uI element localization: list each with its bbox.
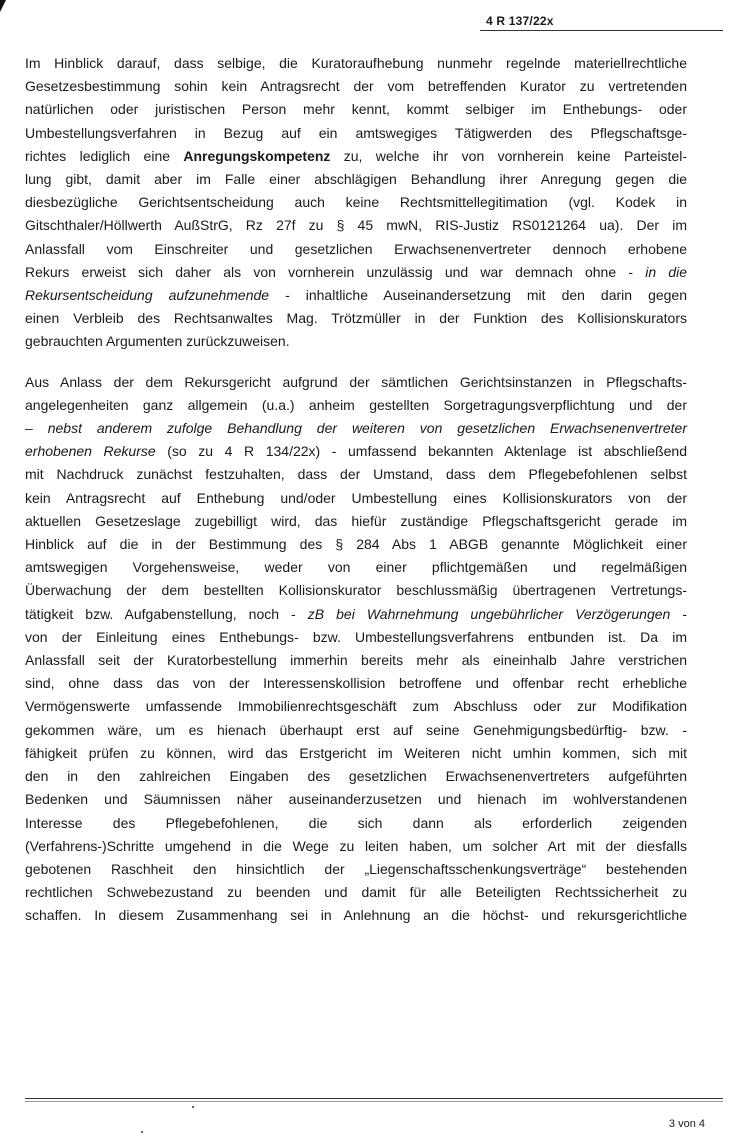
text-run: - <box>670 605 688 622</box>
text-line: (Verfahrens-)Schritte umgehend in die Wege zu leiten haben, um solcher Art mit der diesfalls <box>25 837 687 854</box>
text-line: amtswegigen Vorgehensweise, weder von einer pflichtgemäßen und regelmäßigen <box>25 559 687 576</box>
text-line: einen Verbleib des Rechtsanwaltes Mag. Trötzmüller in der Funktion des Kollisionskurators <box>25 310 687 327</box>
document-body <box>25 52 687 928</box>
bold-term: Anregungskompetenz <box>183 147 331 164</box>
italic-run: erhobenen Rekurse <box>25 443 156 460</box>
text-line: Gesetzesbestimmung sohin kein Antragsrecht der vom betreffenden Kurator zu vertretenden <box>25 78 687 95</box>
text-line: Gitschthaler/Höllwerth AußStrG, Rz 27f zu § 45 mwN, RIS-Justiz RS0121264 ua). Der im <box>25 217 687 234</box>
text-line <box>25 261 687 284</box>
text-line: den in den zahlreichen Eingaben des gesetzlichen Erwachsenenvertreters aufgeführten <box>25 768 687 785</box>
text-line <box>25 284 687 307</box>
text-line: Überwachung der dem bestellten Kollisionskurator beschlussmäßig übertragenen Vertretungs- <box>25 582 687 599</box>
text-line: Interesse des Pflegebefohlenen, die sich dann als erforderlich zeigenden <box>25 814 687 831</box>
text-line: Aus Anlass der dem Rekursgericht aufgrund der sämtlichen Gerichtsinstanzen in Pflegschafts- <box>25 373 687 390</box>
case-reference: 4 R 137/22x <box>486 14 554 28</box>
text-line: Hinblick auf die in der Bestimmung des § 284 Abs 1 ABGB genannte Möglichkeit einer <box>25 536 687 553</box>
text-line: gebotenen Raschheit den hinsichtlich der „Liegenschaftsschenkungsverträge“ bestehenden <box>25 860 687 877</box>
text-line <box>25 440 687 463</box>
text-line: fähigkeit prüfen zu können, wird das Erstgericht im Weiteren nicht umhin kommen, sich mit <box>25 744 687 761</box>
text-line: gekommen wäre, um es hienach überhaupt erst auf seine Genehmigungsbedürftig- bzw. - <box>25 721 687 738</box>
text-line <box>25 145 687 168</box>
text-run: Rekurs erweist sich daher als von vornherein unzulässig und war demnach ohne - <box>25 263 646 280</box>
page-number: 3 von 4 <box>668 1118 705 1130</box>
text-line: aktuellen Gesetzeslage zugebilligt wird, das hiefür zuständige Pflegschaftsgericht gerade im <box>25 512 687 529</box>
text-line: angelegenheiten ganz allgemein (u.a.) anheim gestellten Sorgetragungsverpflichtung und der <box>25 396 687 413</box>
scan-speck <box>141 1131 143 1133</box>
text-line: diesbezügliche Gerichtsentscheidung auch keine Rechtsmittellegitimation (vgl. Kodek in <box>25 194 687 211</box>
text-line <box>25 603 687 626</box>
text-line: sind, ohne dass das von der Interessenskollision betroffene und offenbar recht erhebliche <box>25 675 687 692</box>
scan-speck <box>192 1106 194 1108</box>
text-run: richtes lediglich eine <box>25 147 184 164</box>
footer-rule-secondary <box>25 1101 723 1102</box>
text-run: (so zu 4 R 134/22x) - umfassend bekannten Aktenlage ist abschließend <box>155 443 687 460</box>
text-line: kein Antragsrecht auf Enthebung und/oder Umbestellung eines Kollisionskurators von der <box>25 489 687 506</box>
text-run: - inhaltliche Auseinandersetzung mit den darin gegen <box>269 287 688 304</box>
text-line: Bedenken und Säumnissen näher auseinanderzusetzen und hienach im wohlverstandenen <box>25 791 687 808</box>
text-line: mit Nachdruck zunächst festzuhalten, dass der Umstand, dass dem Pflegebefohlenen selbst <box>25 466 687 483</box>
text-line: Vermögenswerte umfassende Immobilienrechtsgeschäft zum Abschluss oder zur Modifikation <box>25 698 687 715</box>
text-line: gebrauchten Argumenten zurückzuweisen. <box>25 333 290 350</box>
text-line: rechtlichen Schwebezustand zu beenden und damit für alle Beteiligten Rechtssicherheit zu <box>25 884 687 901</box>
footer-rule <box>25 1098 723 1099</box>
italic-run: zB bei Wahrnehmung ungebührlicher Verzögerungen <box>307 605 671 622</box>
text-run: tätigkeit bzw. Aufgabenstellung, noch - <box>25 605 308 622</box>
text-run: zu, welche ihr von vornherein keine Parteistel- <box>330 147 687 164</box>
paragraph-2 <box>25 371 687 928</box>
text-line: Anlassfall seit der Kuratorbestellung immerhin bereits mehr als eineinhalb Jahre verstrichen <box>25 652 687 669</box>
text-line: schaffen. In diesem Zusammenhang sei in Anlehnung an die höchst- und rekursgerichtliche <box>25 907 687 924</box>
text-line: – nebst anderem zufolge Behandlung der weiteren von gesetzlichen Erwachsenenvertreter <box>25 420 687 437</box>
text-line: natürlichen oder juristischen Person mehr kennt, kommt selbiger im Enthebungs- oder <box>25 101 687 118</box>
text-line: Anlassfall vom Einschreiter und gesetzlichen Erwachsenenvertreter dennoch erhobene <box>25 240 687 257</box>
italic-run: Rekursentscheidung aufzunehmende <box>25 287 270 304</box>
text-line: von der Einleitung eines Enthebungs- bzw. Umbestellungsverfahrens entbunden ist. Da im <box>25 628 687 645</box>
text-line: lung gibt, damit aber im Falle einer abschlägigen Behandlung ihrer Anregung gegen die <box>25 171 687 188</box>
text-line: Umbestellungsverfahren in Bezug auf ein amtswegiges Tätigwerden des Pflegschaftsge- <box>25 124 687 141</box>
page-header <box>480 14 723 31</box>
text-line: Im Hinblick darauf, dass selbige, die Kuratoraufhebung nunmehr regelnde materiellrechtliche <box>25 55 687 71</box>
italic-run: in die <box>645 263 688 280</box>
paragraph-1 <box>25 52 687 354</box>
scan-corner-mark <box>0 0 6 12</box>
